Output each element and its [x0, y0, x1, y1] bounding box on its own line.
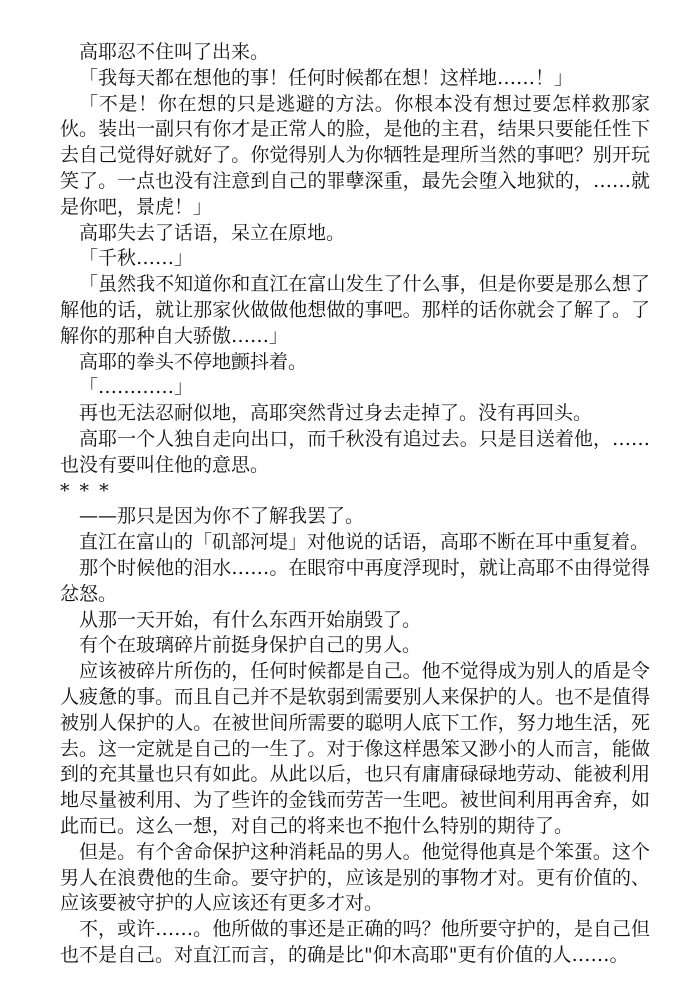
paragraph: 高耶一个人独自走向出口，而千秋没有追过去。只是目送着他，……也没有要叫住他的意思。 — [60, 427, 650, 476]
book-page — [60, 40, 650, 969]
paragraph: 从那一天开始，有什么东西开始崩毁了。 — [79, 608, 422, 631]
paragraph: 再也无法忍耐似地，高耶突然背过身去走掉了。没有再回头。 — [79, 402, 593, 425]
paragraph: 「千秋……」 — [79, 247, 194, 270]
paragraph: 直江在富山的「矶部河堤」对他说的话语，高耶不断在耳中重复着。 — [79, 531, 650, 554]
paragraph: 高耶忍不住叫了出来。 — [79, 41, 270, 63]
paragraph: 应该被碎片所伤的，任何时候都是自己。他不觉得成为别人的盾是令人疲惫的事。而且自己并不是软弱到需要别人来保护的人。也不是值得被别人保护的人。在被世间所需要的聪明人底下工作，努力地生活，死去。这一定就是自己的一生了。对于像这样愚笨又渺小的人而言，能做到的充其量也只有如此。从此以后，也只有庸庸碌碌地劳动、能被利用地尽量被利用、为了些许的金钱而劳苦一生吧。被世间利用再舍弃，如此而已。这么一想，对自己的将来也不抱什么特别的期待了。 — [60, 660, 650, 837]
paragraph: ——那只是因为你不了解我罢了。 — [79, 505, 365, 528]
paragraph: 不，或许……。他所做的事还是正确的吗？他所要守护的，是自己但也不是自己。对直江而言，的确是比"仰木高耶"更有价值的人……。 — [60, 918, 650, 966]
paragraph: 高耶的拳头不停地颤抖着。 — [79, 350, 308, 373]
scene-separator: * * * — [60, 479, 111, 502]
paragraph: 高耶失去了话语，呆立在原地。 — [79, 221, 346, 244]
paragraph: 「…………」 — [79, 376, 194, 399]
paragraph: 但是。有个舍命保护这种消耗品的男人。他觉得他真是个笨蛋。这个男人在浪费他的生命。要守护的，应该是别的事物才对。更有价值的、应该要被守护的人应该还有更多才对。 — [60, 840, 650, 915]
paragraph: 「虽然我不知道你和直江在富山发生了什么事，但是你要是那么想了解他的话，就让那家伙做做他想做的事吧。那样的话你就会了解了。了解你的那种自大骄傲……」 — [60, 273, 650, 347]
paragraph: 「不是！你在想的只是逃避的方法。你根本没有想过要怎样救那家伙。装出一副只有你才是正常人的脸，是他的主君，结果只要能任性下去自己觉得好就好了。你觉得别人为你牺牲是理所当然的事吧？别开玩笑了。一点也没有注意到自己的罪孽深重，最先会堕入地狱的，……就是你吧，景虎！」 — [60, 92, 650, 218]
paragraph: 「我每天都在想他的事！任何时候都在想！这样地……！」 — [79, 66, 574, 89]
paragraph: 有个在玻璃碎片前挺身保护自己的男人。 — [79, 634, 422, 657]
paragraph: 那个时候他的泪水……。在眼帘中再度浮现时，就让高耶不由得觉得忿怒。 — [60, 556, 650, 605]
